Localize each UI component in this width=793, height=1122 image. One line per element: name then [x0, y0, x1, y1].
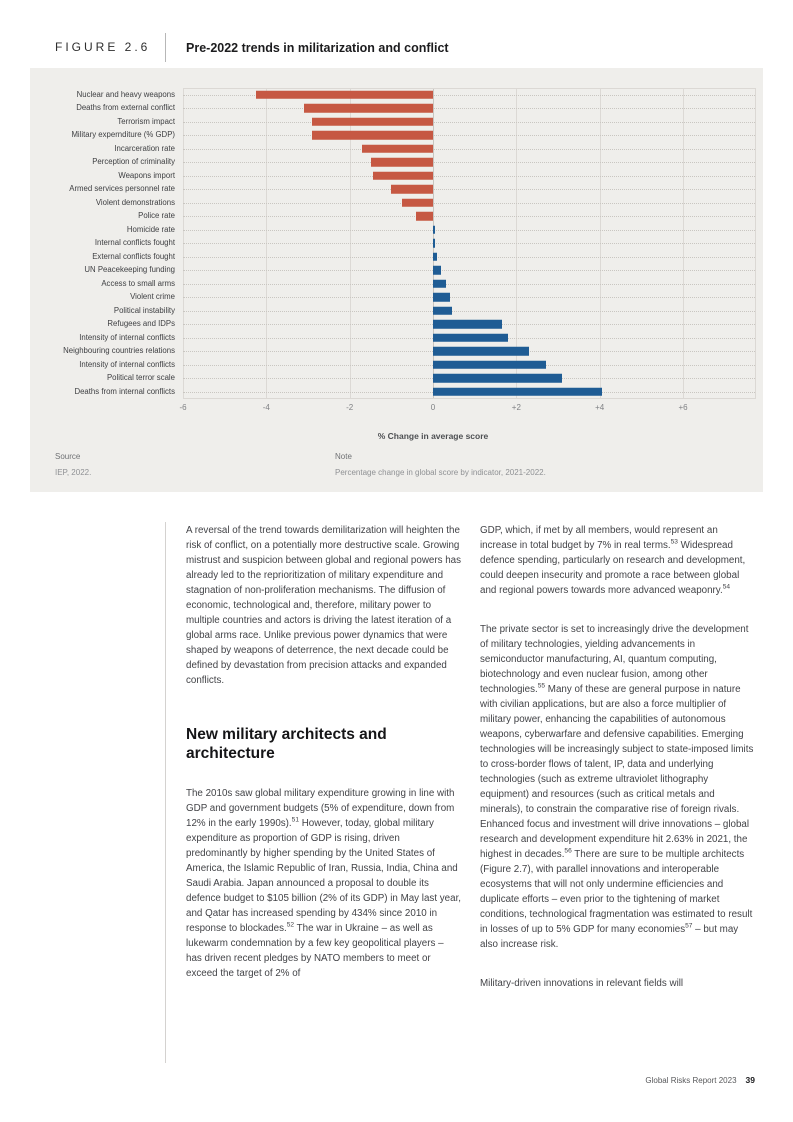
footnote-reference: 56	[564, 847, 572, 855]
source-label: Source	[55, 452, 81, 461]
bar	[433, 307, 452, 316]
bar-track	[183, 102, 755, 116]
row-dotted-line	[183, 284, 755, 285]
category-label: Political terror scale	[106, 373, 175, 383]
category-label: Internal conflicts fought	[94, 238, 175, 248]
chart-row	[30, 169, 763, 183]
axis-tick-label: -6	[179, 402, 187, 412]
footnote-reference: 55	[537, 682, 546, 690]
figure-number: FIGURE 2.6	[55, 40, 151, 54]
chart-row	[30, 142, 763, 156]
chart-row	[30, 156, 763, 170]
bar	[433, 388, 602, 397]
bar	[391, 185, 433, 194]
bar	[433, 293, 450, 302]
row-dotted-line	[183, 311, 755, 312]
chart-row	[30, 129, 763, 143]
category-label: Political instability	[113, 305, 175, 315]
category-label: Deaths from internal conflicts	[74, 386, 175, 396]
page-number: 39	[745, 1075, 755, 1085]
bar-track	[183, 250, 755, 264]
source-value: IEP, 2022.	[55, 468, 92, 477]
bar	[312, 131, 433, 140]
bar-track	[183, 318, 755, 332]
axis-tick-label: +2	[511, 402, 521, 412]
category-label: External conflicts fought	[92, 251, 175, 261]
row-dotted-line	[183, 162, 755, 163]
category-label: Weapons import	[118, 170, 175, 180]
category-label: Intensity of internal conflicts	[79, 359, 175, 369]
category-label: Neighbouring countries relations	[63, 346, 175, 356]
header-divider	[165, 33, 166, 62]
chart-row	[30, 345, 763, 359]
row-dotted-line	[183, 230, 755, 231]
bar-track	[183, 196, 755, 210]
body-paragraph: The private sector is set to increasingly drive the development of military technologies, yielding advancements in semiconductor manufacturing, AI, quantum computing, biotechnology and even nuclear fusion, among other technologies.$^{55}$ Many of these are general purpose in nature with civilian applications, but are also a force multiplier of military power, enhancing the capabilities of autonomous weapons, cyberwarfare and defensive capabilities. Emerging technologies will be increasingly subject to state-imposed limits to cross-border flows of talent, IP, data and underlying technologies (such as extreme ultraviolet lithography equipment) and resources (such as critical metals and minerals), to constrain the comparative rise of foreign rivals. Enhanced focus and investment will drive innovations – global research and development expenditure hit 2.63% in 2021, the highest in decades.$^{56}$ There are sure to be multiple architects (Figure 2.7), with parallel innovations and interoperable ecosystems that will not only undermine efficiencies and duplicate efforts – even prior to the tightening of market conditions, technological fragmentation was estimated to result in losses of up to 5% GDP for many economies$^{57}$ – but may also increase risk.	[480, 624, 754, 950]
axis-tick-label: -2	[346, 402, 354, 412]
column-rule	[165, 522, 166, 1063]
chart-row	[30, 102, 763, 116]
row-dotted-line	[183, 108, 755, 109]
category-label: Perception of criminality	[92, 157, 175, 167]
footnote-reference: 57	[685, 922, 693, 930]
chart-row	[30, 250, 763, 264]
bar-track	[183, 358, 755, 372]
bar-track	[183, 169, 755, 183]
row-dotted-line	[183, 122, 755, 123]
bar	[433, 253, 437, 262]
bar	[433, 239, 435, 248]
row-dotted-line	[183, 243, 755, 244]
body-column-right	[480, 523, 757, 1015]
category-label: Deaths from external conflict	[76, 103, 175, 113]
bar	[362, 145, 433, 154]
bar	[433, 361, 546, 370]
bar-track	[183, 88, 755, 102]
chart-row	[30, 358, 763, 372]
chart-row	[30, 88, 763, 102]
footnote-reference: 51	[291, 816, 299, 824]
figure-panel	[30, 68, 763, 492]
x-axis-ticks	[179, 402, 755, 416]
chart-rows	[30, 88, 763, 399]
bar	[371, 158, 434, 167]
row-dotted-line	[183, 270, 755, 271]
bar-track	[183, 385, 755, 399]
bar-track	[183, 331, 755, 345]
body-paragraph: GDP, which, if met by all members, would represent an increase in total budget by 7% in real terms.$^{53}$ Widespread defence spending, particularly on research and development, could deepen insecurity and promote a race between global and regional powers towards more advanced weaponry.$^{54}$	[480, 525, 746, 596]
bar-track	[183, 264, 755, 278]
bar	[433, 374, 562, 383]
category-label: Violent crime	[130, 292, 175, 302]
row-dotted-line	[183, 149, 755, 150]
category-label: Homicide rate	[126, 224, 175, 234]
page-footer	[645, 1075, 755, 1085]
body-column-left	[186, 523, 462, 1005]
category-label: Refugees and IDPs	[107, 319, 175, 329]
footer-report-title: Global Risks Report 2023	[645, 1076, 737, 1085]
x-axis-title: % Change in average score	[377, 430, 489, 441]
row-dotted-line	[183, 257, 755, 258]
bar	[433, 280, 446, 289]
source-block	[55, 452, 91, 477]
bar	[433, 320, 502, 329]
bar	[373, 172, 433, 181]
bar-track	[183, 129, 755, 143]
bar-chart	[30, 88, 763, 441]
body-paragraph: A reversal of the trend towards demilitarization will heighten the risk of conflict, on a potentially more destructive scale. Growing mistrust and suspicion between global and regional powers has already led to the reprioritization of military expenditure and stagnation of non-proliferation mechanisms. The diffusion of economic, technological and, therefore, military power to multiple countries and actors is driving the latest iteration of a global arms race. Unlike previous power dynamics that were shaped by weapons of deterrence, the next decade could be defined by devastation from precision attacks and expanded conflicts.	[186, 525, 462, 686]
axis-tick-label: +4	[595, 402, 605, 412]
category-label: Violent demonstrations	[95, 197, 175, 207]
bar	[256, 91, 433, 100]
bar-track	[183, 345, 755, 359]
section-heading: New military architects and architecture	[186, 726, 387, 762]
bar	[304, 104, 433, 113]
bar-track	[183, 372, 755, 386]
category-label: Terrorism impact	[117, 116, 175, 126]
category-label: Incarceration rate	[114, 143, 175, 153]
chart-row	[30, 277, 763, 291]
bar-track	[183, 277, 755, 291]
bar-track	[183, 210, 755, 224]
chart-row	[30, 196, 763, 210]
axis-tick-label: +6	[678, 402, 688, 412]
row-dotted-line	[183, 203, 755, 204]
row-dotted-line	[183, 216, 755, 217]
category-label: Police rate	[138, 211, 175, 221]
category-label: Access to small arms	[101, 278, 175, 288]
chart-row	[30, 115, 763, 129]
row-dotted-line	[183, 135, 755, 136]
bar-track	[183, 156, 755, 170]
chart-row	[30, 331, 763, 345]
axis-tick-label: 0	[430, 402, 436, 412]
body-paragraph: Military-driven innovations in relevant fields will	[480, 978, 684, 989]
chart-row	[30, 304, 763, 318]
bar	[433, 334, 508, 343]
chart-row	[30, 223, 763, 237]
bar	[433, 226, 435, 235]
axis-tick-label: -4	[262, 402, 270, 412]
category-label: Armed services personnel rate	[69, 184, 175, 194]
bar-track	[183, 237, 755, 251]
chart-row	[30, 210, 763, 224]
footnote-reference: 54	[722, 583, 731, 591]
body-paragraph: The 2010s saw global military expenditure growing in line with GDP and government budgets (5% of expenditure, down from 12% in the early 1990s).$^{51}$ However, today, global military expenditure as proportion of GDP is rising, driven predominantly by higher spending by the United States of America, the Islamic Republic of Iran, Russia, India, China and Saudi Arabia. Japan announced a proposal to double its defence budget to $105 billion (2% of its GDP) in May last year, and Qatar has increased spending by 434% since 2010 in response to blockades.$^{52}$ The war in Ukraine – as well as lukewarm condemnation by a few key geopolitical players – has driven recent pledges by NATO members to meet or exceed the target of 2% of	[186, 788, 462, 979]
category-label: UN Peacekeeping funding	[84, 265, 175, 275]
bar-track	[183, 183, 755, 197]
bar-track	[183, 291, 755, 305]
note-label: Note	[335, 452, 352, 461]
category-label: Military expernditure (% GDP)	[71, 130, 175, 140]
bar	[416, 212, 433, 221]
chart-row	[30, 318, 763, 332]
bar-track	[183, 223, 755, 237]
bar-track	[183, 142, 755, 156]
category-label: Nuclear and heavy weapons	[76, 89, 175, 99]
row-dotted-line	[183, 176, 755, 177]
bar	[402, 199, 433, 208]
chart-row	[30, 264, 763, 278]
bar-track	[183, 115, 755, 129]
note-block	[335, 452, 546, 477]
bar	[433, 347, 529, 356]
bar-track	[183, 304, 755, 318]
bar	[312, 118, 433, 127]
figure-title: Pre-2022 trends in militarization and conflict	[186, 41, 449, 55]
chart-row	[30, 291, 763, 305]
footnote-reference: 52	[286, 921, 295, 929]
row-dotted-line	[183, 189, 755, 190]
note-value: Percentage change in global score by indicator, 2021-2022.	[335, 468, 546, 477]
chart-row	[30, 237, 763, 251]
bar	[433, 266, 441, 275]
chart-row	[30, 372, 763, 386]
chart-row	[30, 183, 763, 197]
chart-row	[30, 385, 763, 399]
footnote-reference: 53	[670, 538, 678, 546]
row-dotted-line	[183, 297, 755, 298]
category-label: Intensity of internal conflicts	[79, 332, 175, 342]
